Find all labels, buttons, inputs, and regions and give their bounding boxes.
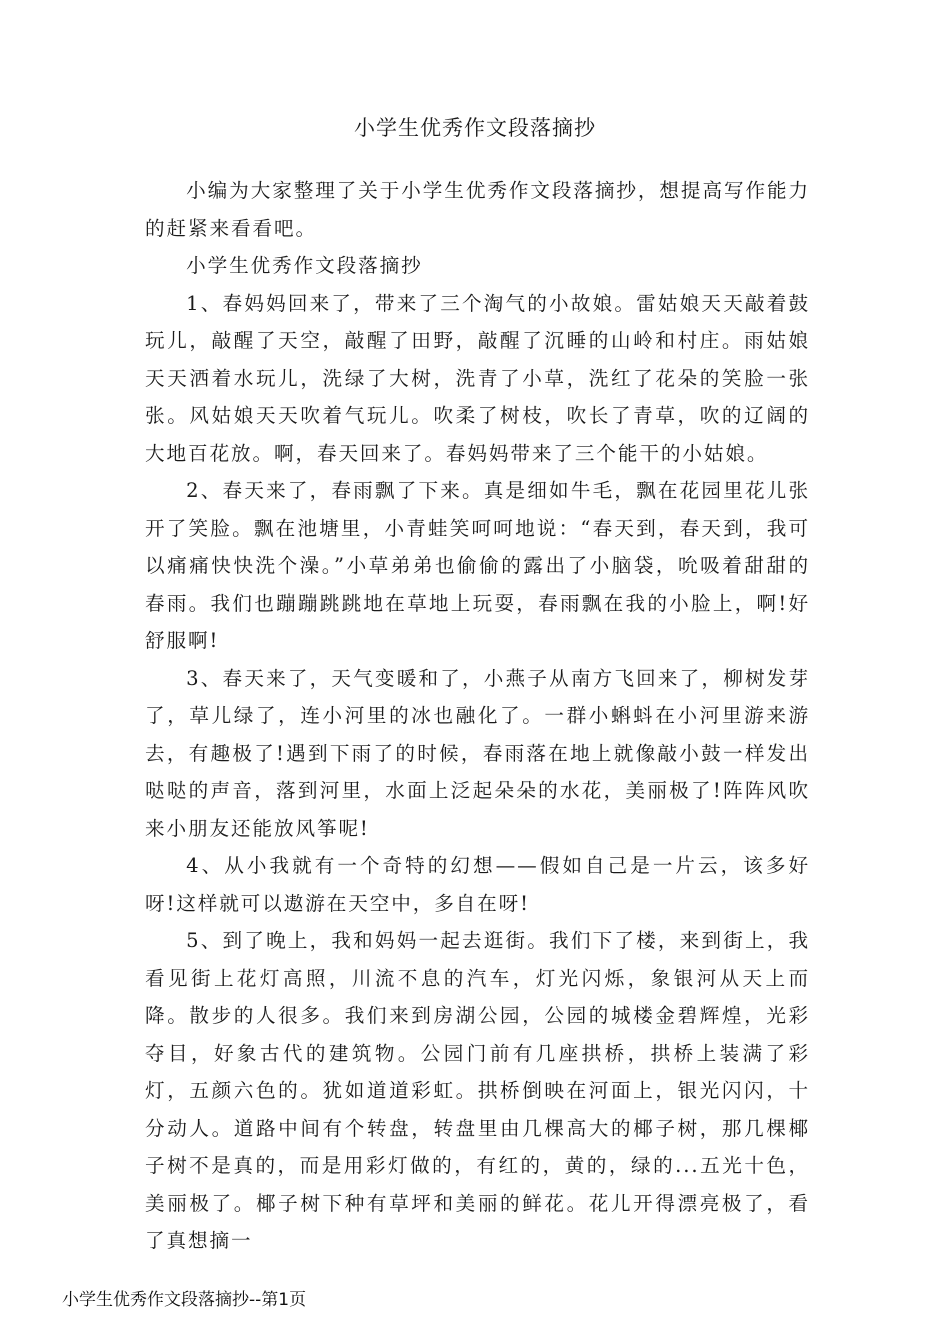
paragraph-4: 4、从小我就有一个奇特的幻想——假如自己是一片云，该多好呀!这样就可以遨游在天空中，多自在呀! (145, 854, 810, 915)
intro-paragraph: 小编为大家整理了关于小学生优秀作文段落摘抄，想提高写作能力的赶紧来看看吧。 (145, 179, 810, 240)
paragraph-1: 1、春妈妈回来了，带来了三个淘气的小故娘。雷姑娘天天敲着鼓玩儿，敲醒了天空，敲醒了田野，敲醒了沉睡的山岭和村庄。雨姑娘天天洒着水玩儿，洗绿了大树，洗青了小草，洗红了花朵的笑脸一张张。风姑娘天天吹着气玩儿。吹柔了树枝，吹长了青草，吹的辽阔的大地百花放。啊，春天回来了。春妈妈带来了三个能干的小姑娘。 (145, 291, 810, 465)
paragraph-3: 3、春天来了，天气变暖和了，小燕子从南方飞回来了，柳树发芽了，草儿绿了，连小河里的冰也融化了。一群小蝌蚪在小河里游来游去，有趣极了!遇到下雨了的时候，春雨落在地上就像敲小鼓一样发出哒哒的声音，落到河里，水面上泛起朵朵的水花，美丽极了!阵阵风吹来小朋友还能放风筝呢! (145, 666, 810, 840)
paragraph-5: 5、到了晚上，我和妈妈一起去逛街。我们下了楼，来到街上，我看见街上花灯高照，川流不息的汽车，灯光闪烁，象银河从天上而降。散步的人很多。我们来到房湖公园，公园的城楼金碧辉煌，光彩夺目，好象古代的建筑物。公园门前有几座拱桥，拱桥上装满了彩灯，五颜六色的。犹如道道彩虹。拱桥倒映在河面上，银光闪闪，十分动人。道路中间有个转盘，转盘里由几棵高大的椰子树，那几棵椰子树不是真的，而是用彩灯做的，有红的，黄的，绿的...五光十色，美丽极了。椰子树下种有草坪和美丽的鲜花。花儿开得漂亮极了，看了真想摘一 (145, 929, 810, 1252)
section-heading: 小学生优秀作文段落摘抄 (186, 254, 423, 277)
page-footer: 小学生优秀作文段落摘抄--第1页 (62, 1290, 307, 1310)
document-body (145, 172, 810, 1260)
paragraph-2: 2、春天来了，春雨飘了下来。真是细如牛毛，飘在花园里花儿张开了笑脸。飘在池塘里，小青蛙笑呵呵地说：“春天到，春天到，我可以痛痛快快洗个澡。”小草弟弟也偷偷的露出了小脑袋，吮吸着甜甜的春雨。我们也蹦蹦跳跳地在草地上玩耍，春雨飘在我的小脸上，啊!好舒服啊! (145, 479, 810, 652)
document-title: 小学生优秀作文段落摘抄 (354, 116, 596, 140)
